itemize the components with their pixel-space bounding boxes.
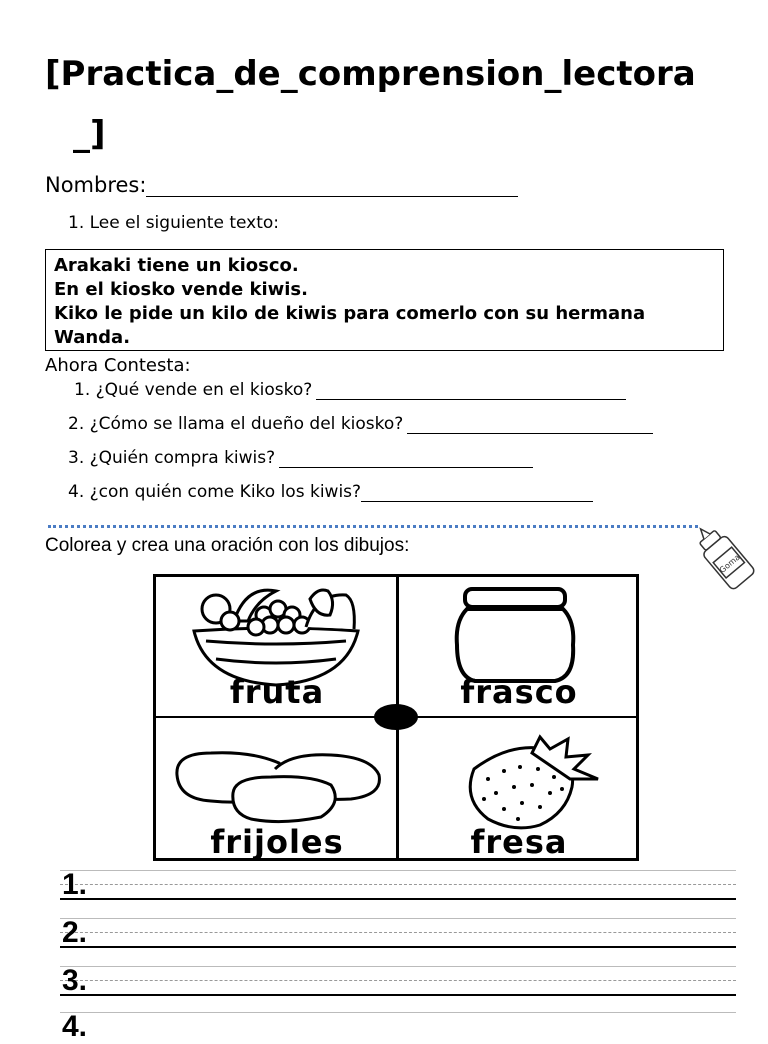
- reading-line: En el kiosko vende kiwis.: [54, 279, 308, 300]
- title-line-2: _]: [73, 114, 106, 154]
- reading-line: Kiko le pide un kilo de kiwis para comerlo con su hermana: [54, 303, 646, 324]
- writing-line-number: 2.: [62, 916, 88, 949]
- grid-center-dot: [374, 704, 418, 730]
- jar-icon: [453, 585, 578, 685]
- strawberry-icon: [458, 729, 608, 833]
- nombres-label: Nombres:: [45, 173, 147, 197]
- picture-word: fruta: [229, 673, 325, 711]
- question-text: 1. ¿Qué vende en el kiosko?: [74, 380, 313, 400]
- answer-blank-2[interactable]: [407, 415, 653, 434]
- picture-cell-fruta: [156, 577, 398, 719]
- writing-line-2[interactable]: [60, 914, 736, 952]
- beans-icon: [171, 747, 386, 827]
- glue-label: Goma: [717, 552, 742, 575]
- dotted-divider: [48, 525, 698, 528]
- picture-cell-frasco: [398, 577, 640, 719]
- question-text: 3. ¿Quién compra kiwis?: [68, 448, 276, 468]
- question-2: [68, 414, 653, 434]
- question-text: 4. ¿con quién come Kiko los kiwis?: [68, 482, 362, 502]
- writing-line-4[interactable]: [60, 1008, 736, 1043]
- glue-bottle-icon: [690, 518, 760, 598]
- question-text: 2. ¿Cómo se llama el dueño del kiosko?: [68, 414, 404, 434]
- reading-text-box: [45, 249, 724, 351]
- writing-line-number: 3.: [62, 964, 88, 997]
- reading-line: Arakaki tiene un kiosco.: [54, 255, 299, 276]
- picture-word: fresa: [470, 823, 568, 861]
- reading-line: Wanda.: [54, 327, 131, 348]
- question-4: [68, 482, 593, 502]
- instruction-read: 1. Lee el siguiente texto:: [68, 213, 280, 233]
- answer-blank-4[interactable]: [361, 483, 593, 502]
- question-1: [74, 380, 626, 400]
- picture-word: frasco: [460, 673, 578, 711]
- picture-cell-frijoles: [156, 719, 398, 861]
- writing-line-1[interactable]: [60, 866, 736, 904]
- nombres-blank[interactable]: [146, 172, 518, 197]
- writing-line-number: 1.: [62, 868, 88, 901]
- title-line-1: [Practica_de_comprension_lectora: [45, 54, 696, 94]
- answer-prompt: Ahora Contesta:: [45, 355, 191, 376]
- picture-word: frijoles: [210, 823, 344, 861]
- color-instruction: Colorea y crea una oración con los dibujos:: [45, 535, 410, 556]
- question-3: [68, 448, 533, 468]
- nombres-field[interactable]: [45, 172, 518, 197]
- writing-line-3[interactable]: [60, 962, 736, 1000]
- answer-blank-1[interactable]: [316, 381, 626, 400]
- page-title: [45, 44, 745, 164]
- picture-cell-fresa: [398, 719, 640, 861]
- answer-blank-3[interactable]: [279, 449, 533, 468]
- writing-line-number: 4.: [62, 1010, 88, 1043]
